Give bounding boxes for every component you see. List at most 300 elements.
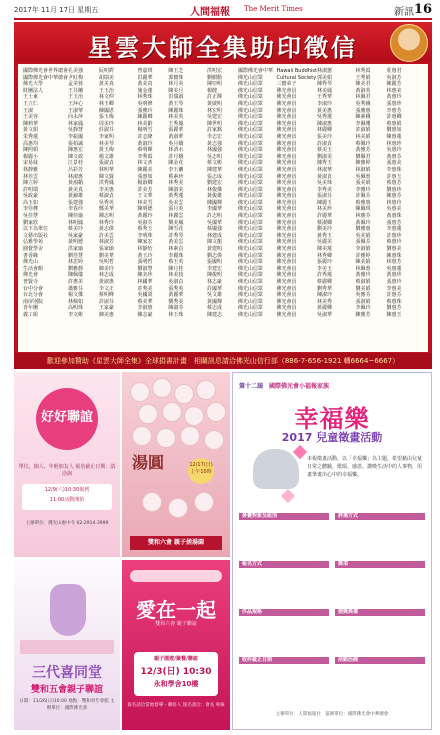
donor-name: 李美惠 <box>98 186 114 193</box>
donor-name: 許惠芬 <box>386 292 402 299</box>
donor-name: 陳志明 <box>98 213 114 220</box>
donor-name: 佛光會員 <box>276 232 297 239</box>
donor-name: 陳秀玉 <box>316 160 332 167</box>
donor-name: 蔡惠芳 <box>386 180 402 187</box>
donor-name: 黃淑華 <box>168 133 184 140</box>
ad4-card-line3: 永和學舍10樓 <box>153 680 199 688</box>
ad5-section-heading: 收件截止日期 <box>239 657 329 664</box>
donor-name: 蔡秀玉 <box>137 226 153 233</box>
donor-name: 佛光會員 <box>276 246 297 253</box>
donor-name: 蕭雅芬 <box>68 285 84 292</box>
donor-name: 黃秀玉 <box>316 232 332 239</box>
donor-name: 張雅玲 <box>137 107 153 114</box>
donor-name: 李惠芳 <box>386 107 402 114</box>
donor-name: 吳文雄 <box>207 292 223 299</box>
donor-name: 吳美娟 <box>355 232 371 239</box>
donor-name: 劉佩君 <box>355 153 371 160</box>
donor-name: 林美英 <box>168 114 184 121</box>
donor-name: 陳美玲 <box>98 265 114 272</box>
donor-name: 佛光山信眾 <box>237 153 263 160</box>
ad2-banner <box>20 640 114 654</box>
donor-name: 陳惠玉 <box>386 311 402 318</box>
donor-name: 佛光大學 <box>23 81 44 88</box>
donor-name: 呂彩芳 <box>68 166 84 173</box>
donor-name: 陳佩儀 <box>68 272 84 279</box>
donor-name: 王玉治 <box>68 94 84 101</box>
donor-name: 劉惠芳 <box>386 305 402 312</box>
donor-name: 林明鳳 <box>68 219 84 226</box>
donor-name: 黃志偉 <box>98 226 114 233</box>
donor-name: 林靜怡 <box>137 246 153 253</box>
donor-name: 陳照娟 <box>23 147 39 154</box>
donor-name: 張惠美 <box>386 160 402 167</box>
donor-name: 陳佩琪 <box>355 206 371 213</box>
donor-name: 林國強 <box>207 147 223 154</box>
donor-name: 吳秀英 <box>98 199 114 206</box>
donation-notice <box>14 22 432 369</box>
donor-name: 佛光會員 <box>276 292 297 299</box>
donor-column <box>277 68 317 319</box>
donor-name: 高惠均 <box>23 140 39 147</box>
donor-name: 吳月嬌 <box>168 140 184 147</box>
donor-name: 陳金花 <box>168 160 184 167</box>
donor-name: 佛光山信眾 <box>237 166 263 173</box>
donor-name: 黃佩玲 <box>355 219 371 226</box>
donor-name: 蔡佩玲 <box>355 140 371 147</box>
donor-name: 佛光會員 <box>276 252 297 259</box>
donor-name: 王秀娟 <box>355 74 371 81</box>
donor-name: 吳美珠 <box>316 180 332 187</box>
donor-name: 佛光會員 <box>276 153 297 160</box>
donor-name: 吳麗美 <box>316 239 332 246</box>
donor-name: 蔡文彬 <box>207 160 223 167</box>
donor-name: 佛光會員 <box>276 140 297 147</box>
donor-name: 佛光會員 <box>276 133 297 140</box>
donor-name: 楊文雄 <box>98 153 114 160</box>
donor-name: 台北分會 <box>23 292 44 299</box>
donor-name: 以下為單位 <box>23 226 49 233</box>
donor-name: 周美玲 <box>98 120 114 127</box>
donor-name: 陳麗美 <box>137 166 153 173</box>
donor-name: 劉美華 <box>98 252 114 259</box>
donor-name: 佛光會員 <box>276 298 297 305</box>
donor-name: 陳秀琴 <box>316 81 332 88</box>
donor-name: 蔡雅惠 <box>355 199 371 206</box>
donor-name: 李佳樺 <box>23 206 39 213</box>
donor-name: 佛光會員 <box>276 259 297 266</box>
donor-name: 張志成 <box>207 173 223 180</box>
ad5-description: 本報徵畫活動，以「幸福樂」為主題，希望藉由兒童日常之體驗，歌頌、感恩、讚嘆生活中的人事物，用畫筆畫出心中的幸福樂。 <box>307 456 423 478</box>
donor-name: 許淑貞 <box>316 140 332 147</box>
donor-name: 陳淑芬 <box>168 305 184 312</box>
donor-name: 楊健 <box>207 87 218 94</box>
heart-icon <box>293 445 307 459</box>
donor-name: 張秀英 <box>168 285 184 292</box>
donor-name: 張惠芳 <box>386 219 402 226</box>
donor-name: 黃淑英 <box>355 87 371 94</box>
donor-name: 王淑華 <box>68 107 84 114</box>
donor-name: 林美珍 <box>316 206 332 213</box>
donor-name: 佛光山信眾 <box>237 180 263 187</box>
donor-name: 黃美惠 <box>316 107 332 114</box>
donor-name: 佛光會員 <box>276 180 297 187</box>
donor-name: 楊淑卿 <box>137 180 153 187</box>
donor-name: 陳亞明 <box>207 81 223 88</box>
donor-name: 劉秀美 <box>168 298 184 305</box>
notice-footer <box>14 353 432 369</box>
donor-name: 劉美玲 <box>316 226 332 233</box>
donor-column <box>23 68 68 319</box>
donor-name: 許惠卿 <box>386 114 402 121</box>
donor-name: 佛光會員 <box>276 265 297 272</box>
donor-name: 林玉卿 <box>98 100 114 107</box>
donor-name: 林淑芳 <box>98 239 114 246</box>
ad5-section-heading: 評選方式 <box>335 513 425 520</box>
ad4-card-line2: 12/3(日) 10:30 <box>140 667 212 677</box>
donor-name: 劉淑美 <box>316 153 332 160</box>
donor-name: 王淑 <box>23 107 34 114</box>
donor-name: 陳莉華 <box>23 120 39 127</box>
ad4-footer: 報名請洽當地督導・聯絡人 報名請洽：會長 專線 <box>127 703 225 708</box>
donor-name: 林家鳳 <box>68 120 84 127</box>
donor-name: 林美鳳 <box>316 87 332 94</box>
donor-name: 佛光山信眾 <box>237 298 263 305</box>
donor-name: 佛光會員 <box>276 114 297 121</box>
donor-name: 佛光會員 <box>276 127 297 134</box>
donor-name: 青年團 <box>23 305 39 312</box>
donor-name: 黃美真 <box>98 81 114 88</box>
section-name: 新訊 <box>394 7 414 18</box>
donor-name: 陳家宏 <box>137 239 153 246</box>
donor-name: 許志明 <box>207 213 223 220</box>
donor-name: 林志成 <box>98 272 114 279</box>
donor-name: 吳明哲 <box>98 259 114 266</box>
donor-name: 陳雪花 <box>168 226 184 233</box>
donor-name: 許雅婷 <box>355 252 371 259</box>
donor-name: 許惠珍 <box>386 232 402 239</box>
donor-name: 蔡惠珠 <box>386 298 402 305</box>
ad5-subtitle: 2017 兒童徵畫活動 <box>281 431 383 444</box>
donor-name: 林秀珠 <box>137 94 153 101</box>
donor-name: 劉美鳳 <box>168 219 184 226</box>
donor-name: 佛光山信眾 <box>237 100 263 107</box>
donor-name: 佛光山信眾 <box>237 219 263 226</box>
donor-name: 林佩如 <box>68 298 84 305</box>
ad1-time-line2: 11:00活動開始 <box>49 497 85 503</box>
donor-name: 台中分會 <box>23 285 44 292</box>
donor-name: 蔡淑卿 <box>316 219 332 226</box>
donor-name: 黃惠珍 <box>386 272 402 279</box>
donor-name: 王士東 <box>23 94 39 101</box>
donor-name: 吳淑貞 <box>168 279 184 285</box>
donor-name: 林美齡 <box>137 120 153 127</box>
donor-column <box>238 68 277 319</box>
donor-name: 佛光會員 <box>276 305 297 312</box>
donor-name: Cultural Society <box>276 74 317 81</box>
donor-name: 義工組 <box>23 311 39 318</box>
donor-name: 許美芳 <box>137 186 153 193</box>
ad5-section <box>335 609 425 618</box>
donor-name: 黃國輝 <box>207 298 223 305</box>
donor-name: 劉惠珍 <box>386 186 402 193</box>
donor-name: 佛光山信眾 <box>237 94 263 101</box>
donor-name: 許秀美 <box>137 285 153 292</box>
donor-name: 洪明宏 <box>207 68 223 74</box>
donor-name: 佛光山信眾 <box>237 127 263 134</box>
donor-name: 林淑蕙 <box>316 68 332 74</box>
donor-name: 陳素娥 <box>355 114 371 121</box>
donor-name: 黃文娟 <box>23 127 39 134</box>
donor-name: 佛光會員 <box>276 147 297 154</box>
ad5-title: 幸福樂 <box>294 404 370 433</box>
donor-name: 陳俊明 <box>207 272 223 279</box>
donor-name: 黃啟明 <box>207 100 223 107</box>
donor-name: 佛光會 <box>23 272 39 279</box>
notice-footer-text: 歡迎參加贊助《星雲大師全集》全球捐書計畫 相關訊息請洽佛光山信行部（886-7-656-1921 轉6664~6667） <box>46 357 400 365</box>
donor-name: 孔美強 <box>68 68 84 74</box>
donor-name: 黃錦雄 <box>68 193 84 200</box>
ad5-header <box>239 381 425 393</box>
donor-name: 林志豪 <box>207 279 223 285</box>
donor-name: 林文彥 <box>137 160 153 167</box>
header-rule <box>14 18 432 20</box>
donor-name: 佛光會員 <box>276 173 297 180</box>
donor-name: 陳文政 <box>68 153 84 160</box>
ad5-footer: 主辦單位：人間福報社 協辦單位：國際佛光會中華總會 <box>275 712 389 717</box>
donor-name: 林淑娟 <box>355 166 371 173</box>
ad-three-generations <box>14 560 120 730</box>
donor-name: 佛光山信眾 <box>237 140 263 147</box>
donor-name: 林秀美 <box>168 180 184 187</box>
donor-name: 林淑華 <box>316 166 332 173</box>
ad5-org: 國際佛光會小福報家族 <box>269 383 330 390</box>
donor-column <box>386 68 425 319</box>
donor-name: 李國華 <box>207 206 223 213</box>
donor-name: 陳惠珠 <box>386 252 402 259</box>
newspaper-logo-en: The Merit Times <box>244 5 303 13</box>
donor-name: 吳雅芬 <box>355 292 371 299</box>
donor-name: 佛光山信眾 <box>237 292 263 299</box>
donor-name: 吳靜慧 <box>68 127 84 134</box>
donor-name: 陳美惠 <box>98 311 114 318</box>
donor-name: 黃麗華 <box>168 292 184 299</box>
ad2-details: 日期：11/26(日)10:00 地點：雙和青年會館 主辦單位：國際佛光會 <box>19 699 115 711</box>
donor-name: 李淑惠 <box>137 305 153 312</box>
donor-name: 蔡淑貞 <box>98 193 114 200</box>
donor-name: 黃淑惠 <box>98 279 114 285</box>
donor-name: 曾嘉琪 <box>137 68 153 74</box>
ad1-time-box <box>22 484 112 510</box>
donor-name: 劉淑慧 <box>137 265 153 272</box>
donor-name: 吳惠蓮 <box>386 265 402 272</box>
donor-name: 林淑惠 <box>68 173 84 180</box>
donor-name: 佛光山信眾 <box>237 87 263 94</box>
donor-name: 李玉蘭 <box>168 166 184 173</box>
donor-name: 許國華 <box>207 285 223 292</box>
donor-name: 許麗華 <box>316 213 332 220</box>
donor-name: 林思婷 <box>68 259 84 266</box>
donor-name: 佛光會員 <box>276 311 297 318</box>
donor-name: 蔡美華 <box>137 298 153 305</box>
donor-name: 佛光會員 <box>276 219 297 226</box>
donor-name: 佛光山信眾 <box>237 246 263 253</box>
donor-name: 陳世明 <box>207 120 223 127</box>
donor-name: 佛光山信眾 <box>237 311 263 318</box>
donor-name: 吳建宏 <box>207 114 223 121</box>
donor-name: 陳麗珠 <box>168 107 184 114</box>
donor-name: 黃玉玲 <box>137 252 153 259</box>
donor-name: 楊文傑 <box>68 292 84 299</box>
donor-name: 張麗玲 <box>316 259 332 266</box>
donor-name: 陳建華 <box>207 166 223 173</box>
donor-name: 陳文賢 <box>98 173 114 180</box>
donor-name: 佛光山信眾 <box>237 259 263 266</box>
donor-name: 洪家瑜 <box>68 246 84 253</box>
ad4-subtitle: 雙和六會 親子聯誼 <box>155 621 197 627</box>
donor-name: 陳淑惠 <box>316 120 332 127</box>
donor-name: 陳國輝 <box>207 199 223 206</box>
donor-name: 張柏誠 <box>68 140 84 147</box>
notice-title: 星雲大師全集助印徵信 <box>88 33 358 62</box>
donor-name: 李美玉 <box>316 265 332 272</box>
donor-name: 陳玉芝 <box>168 68 184 74</box>
donor-column <box>356 68 387 319</box>
ad5-section <box>335 513 425 522</box>
donor-name: 林美雪 <box>137 199 153 206</box>
ad5-section <box>239 561 329 570</box>
donor-name: 黃玉梅 <box>98 147 114 154</box>
donor-name: 林佩君 <box>355 94 371 101</box>
donor-name: 陳國恩 <box>98 107 114 114</box>
donor-name: 陳惠宏 <box>68 147 84 154</box>
ad3-date-tag: 12/17(日) 上午10時 <box>188 458 214 484</box>
donor-name: 黃惠芬 <box>386 153 402 160</box>
ad-tangyuan <box>122 372 230 557</box>
donor-name: 許明瑞 <box>23 186 39 193</box>
donor-name: 黃美雲 <box>168 239 184 246</box>
donor-name: 王立仁 <box>23 100 39 107</box>
donor-name: 陳美珍 <box>137 272 153 279</box>
donor-name: 陳美蓮 <box>316 246 332 253</box>
donor-name: 向永萍 <box>68 114 84 121</box>
donor-name: 林秀霞 <box>355 68 371 74</box>
donor-name: 劉家欣 <box>23 219 39 226</box>
donor-name: 李惠美 <box>386 285 402 292</box>
issue-date: 2017年 11月 17日 星期五 <box>14 6 99 14</box>
donor-name: 施金蓮 <box>137 87 153 94</box>
ad4-ribbon <box>130 570 222 582</box>
donor-name: 陳惠蓮 <box>386 133 402 140</box>
donor-name: 許正輝 <box>207 94 223 101</box>
donor-name: 林雅芬 <box>355 213 371 220</box>
donor-name: 黃惠珠 <box>386 213 402 220</box>
donor-name: 佛光會員 <box>276 193 297 200</box>
donor-name: 佛光會員 <box>276 107 297 114</box>
donor-name: 黃雅玲 <box>355 272 371 279</box>
donor-name: 王秀華 <box>316 94 332 101</box>
donor-name: 張淑芬 <box>316 193 332 200</box>
donor-name: 佛光山信眾 <box>237 81 263 88</box>
donor-name: 吳秀蓮 <box>316 114 332 121</box>
donor-name: 王文華 <box>137 193 153 200</box>
donor-name: 黃明德 <box>68 239 84 246</box>
donor-name: 蔡淑娟 <box>355 279 371 285</box>
donor-name: 黃玉琴 <box>168 100 184 107</box>
donor-name: 吳志明 <box>207 153 223 160</box>
donor-name: 黃秀蓮 <box>168 193 184 200</box>
donor-name: 佛光山信眾 <box>237 114 263 121</box>
donor-name: 國際佛光會中華總會 <box>23 74 69 81</box>
donor-name: 孟美蓉 <box>68 81 84 88</box>
donor-name: 佛光會員 <box>276 186 297 193</box>
donor-name: 張美玲 <box>316 133 332 140</box>
donor-name: 陳淑美 <box>168 186 184 193</box>
donor-name: 林建成 <box>207 232 223 239</box>
donor-name: 佛光會員 <box>276 160 297 167</box>
donor-name: 佛光會員 <box>276 166 297 173</box>
ad5-section <box>239 513 329 522</box>
donor-name: 吳淑華 <box>316 311 332 318</box>
donor-name: 陳佳瑜 <box>68 213 84 220</box>
ad4-card-line1: 親子園遊/聚餐/聯誼 <box>154 656 198 662</box>
ad-friendship-event <box>14 372 120 557</box>
donor-name: 林清水 <box>168 147 184 154</box>
donor-name: 文藝出版社 <box>23 232 49 239</box>
donor-name: 陳立婷 <box>23 180 39 187</box>
donor-name: 陳雅婷 <box>355 160 371 167</box>
donor-name: 許淑娟 <box>355 127 371 134</box>
donor-name: 佛光會員 <box>276 272 297 279</box>
donor-name: 莊淑芬 <box>98 127 114 134</box>
donor-name: 張淑娟 <box>355 298 371 305</box>
donor-name: 洪瑞淑 <box>168 94 184 101</box>
donor-name: 佛光會員 <box>276 285 297 292</box>
donor-name: 吳政豪 <box>23 193 39 200</box>
donor-name: 弘雅學苑 <box>23 239 44 246</box>
donor-name: 張惠珍 <box>386 100 402 107</box>
donor-name: 佛光山信眾 <box>237 239 263 246</box>
donor-name: 林美娟 <box>355 133 371 140</box>
ad5-section <box>335 657 425 666</box>
donor-name: 蔡明輝 <box>137 147 153 154</box>
ad5-section-heading: 報名方式 <box>239 561 329 568</box>
ad5-section <box>335 561 425 570</box>
donor-name: 蔡素珍 <box>168 173 184 180</box>
donor-name: 蔡惠娟 <box>386 120 402 127</box>
donor-name: 莊惠君 <box>386 68 402 74</box>
donor-name: 佛光會員 <box>276 100 297 107</box>
ad5-section <box>239 609 329 618</box>
donor-name: 江景桂 <box>68 160 84 167</box>
donor-name: 佛光會員 <box>276 213 297 220</box>
ad5-section <box>239 657 329 666</box>
donor-name: 李麗珠 <box>168 252 184 259</box>
master-portrait <box>390 24 428 62</box>
donor-name: 洪秀鳳 <box>98 180 114 187</box>
donor-name: 鄭美華 <box>98 206 114 213</box>
donor-name: 普賢寺 <box>23 279 39 285</box>
donor-name: 國際佛光會世界總會 <box>23 68 69 74</box>
donor-name: 蔡美玲 <box>68 226 84 233</box>
donor-name: 南屏別院 <box>23 298 44 305</box>
donor-name: 林美秀 <box>316 298 332 305</box>
donor-name: 林佩蓉 <box>355 265 371 272</box>
donor-name: 劉惠如 <box>386 127 402 134</box>
newspaper-logo: 人間福報 <box>190 7 230 18</box>
donor-name: 佛光山信眾 <box>237 265 263 272</box>
donor-name: 張建強 <box>68 199 84 206</box>
donor-column <box>138 68 169 319</box>
